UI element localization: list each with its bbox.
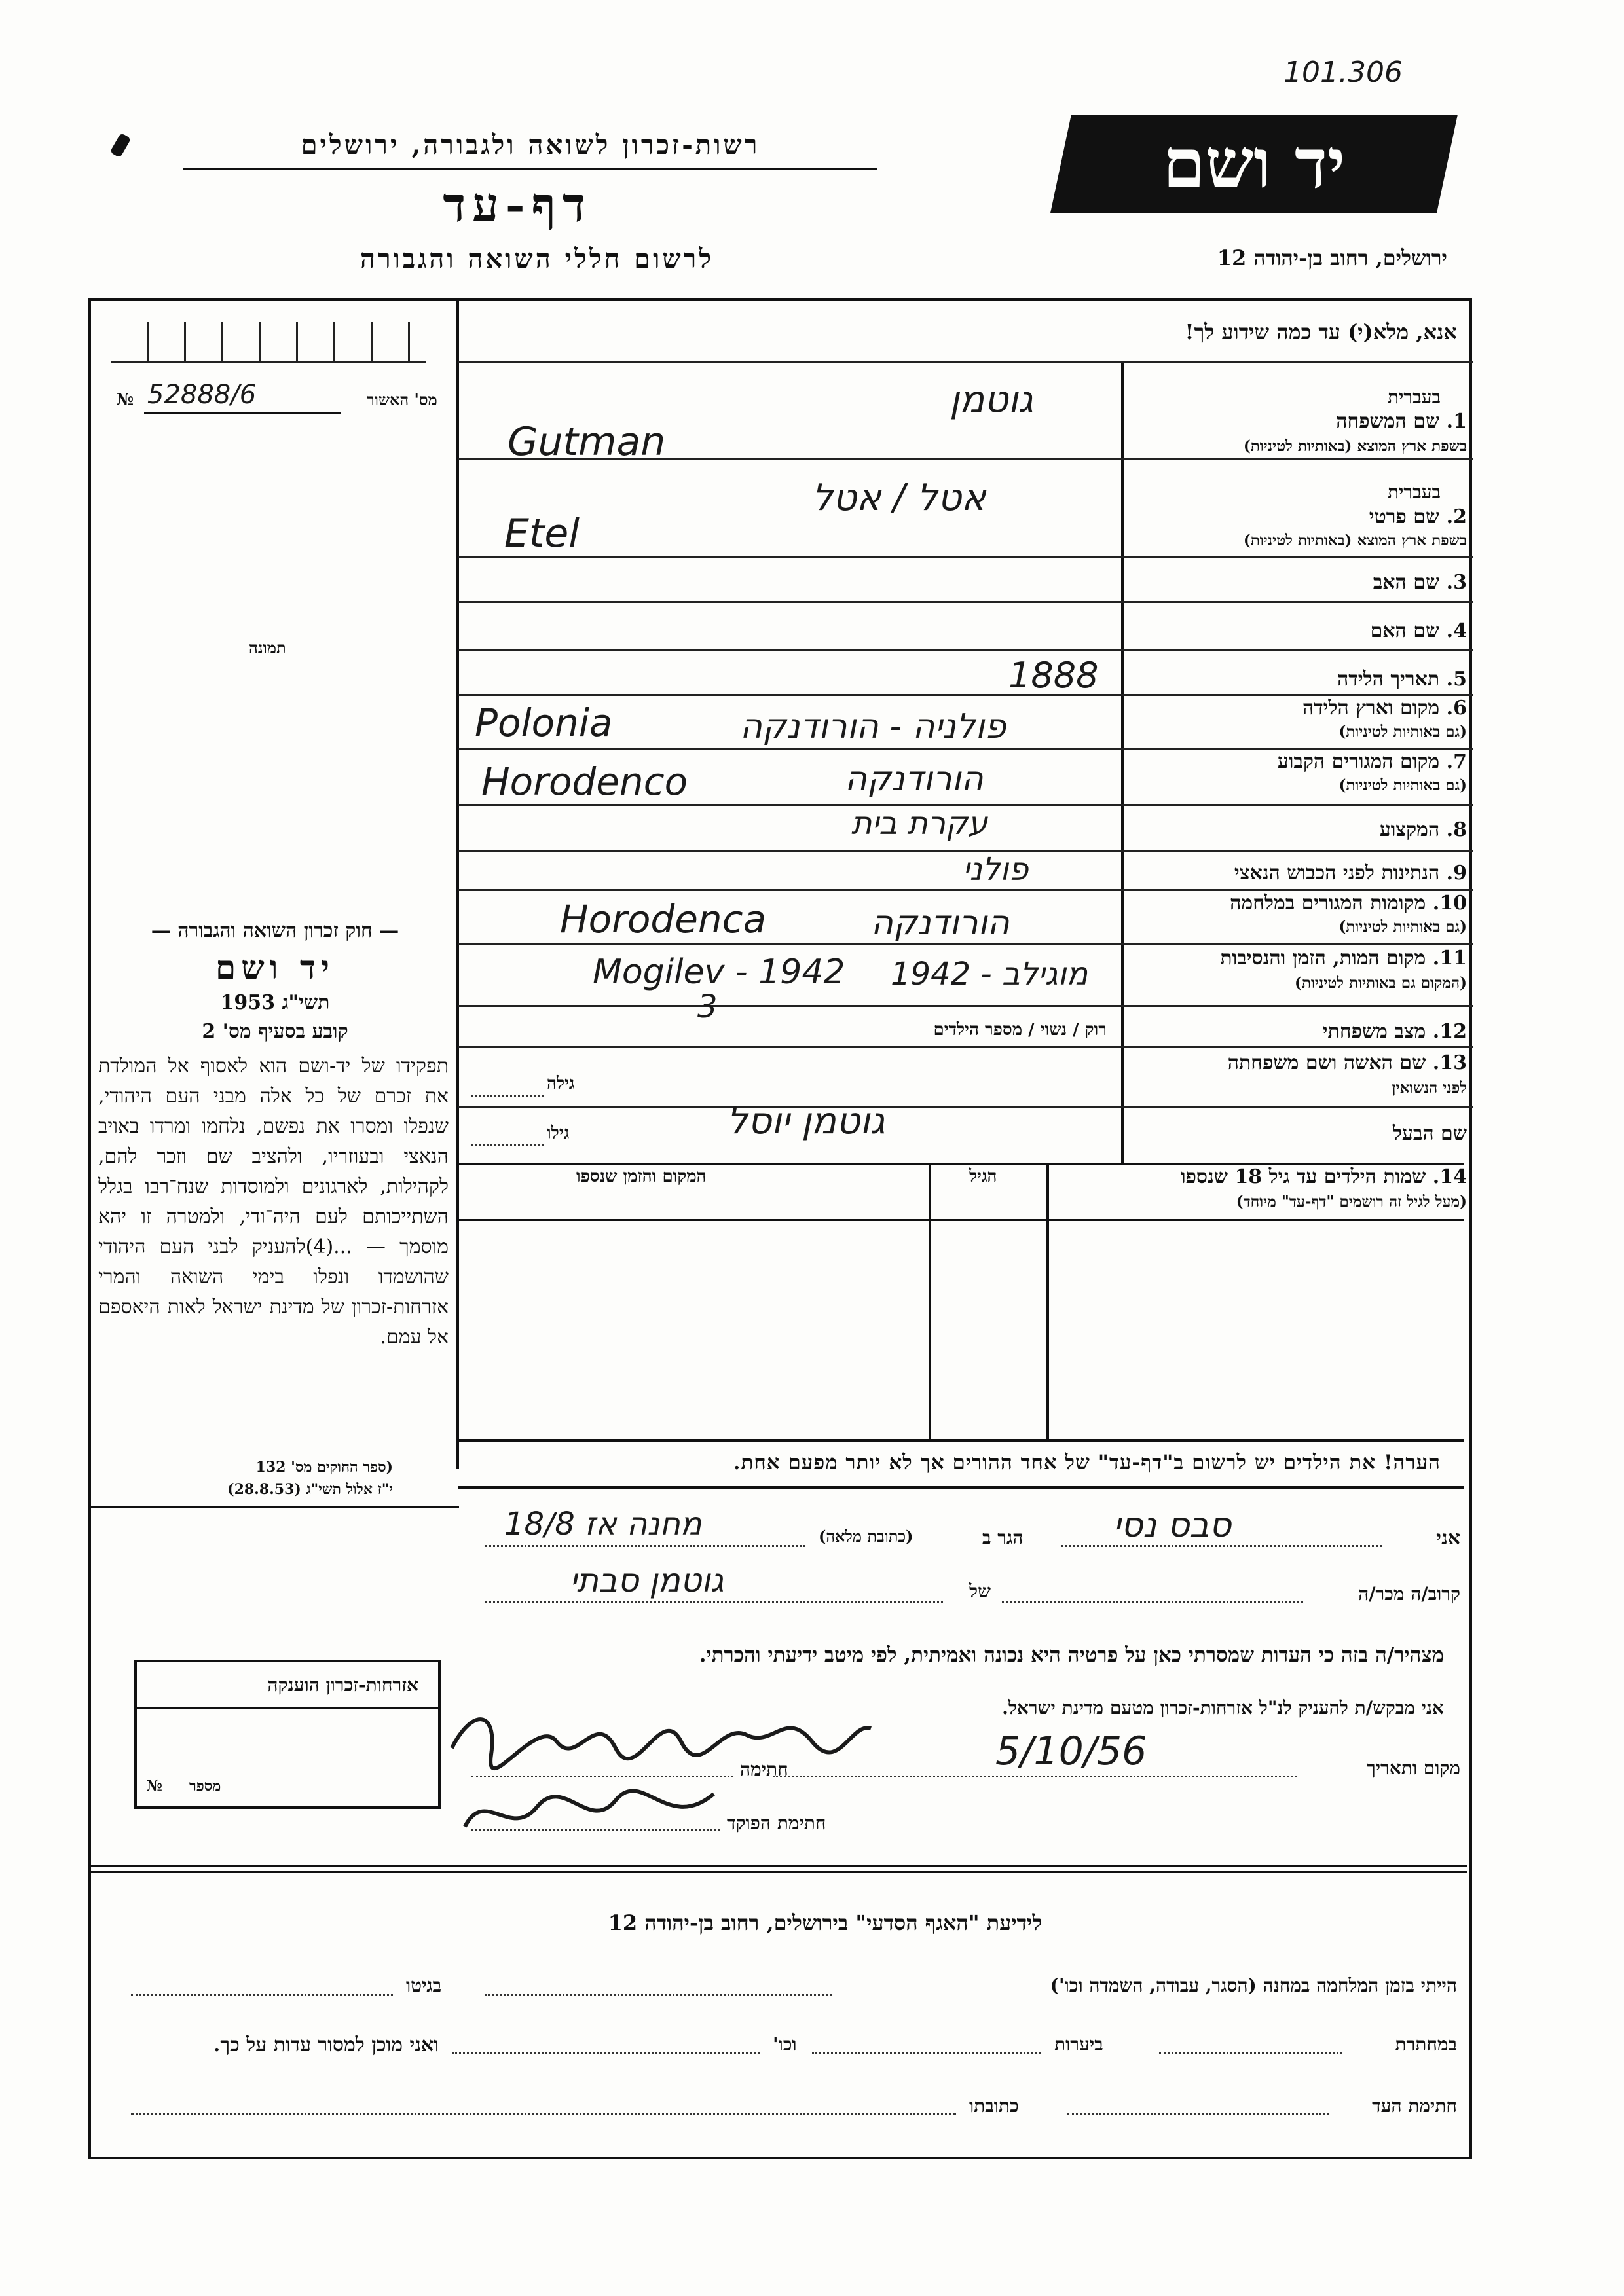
field-11-note: (המקום גם באותיות לטיניות) bbox=[1295, 974, 1467, 992]
declarant-value[interactable]: סבס נסי bbox=[1113, 1506, 1232, 1545]
field-10-latin-value[interactable]: Horodenca bbox=[560, 897, 767, 941]
footer-forests: ביערות bbox=[1054, 2033, 1103, 2055]
field-2-origin-note: בשפת ארץ המוצא (באותיות לטיניות) bbox=[1243, 532, 1467, 549]
field-11-number: 11. bbox=[1432, 947, 1467, 970]
law-year-hebrew: תשי"ג bbox=[282, 991, 330, 1014]
form-instruction: אנא, מלא(י) עד כמה שידוע לך! bbox=[1185, 319, 1457, 344]
sidebar-bottom-rule bbox=[91, 1506, 459, 1508]
field-14-label-text: שמות הילדים עד גיל 18 שנספו bbox=[1180, 1165, 1426, 1188]
field-2-label bbox=[1369, 505, 1467, 528]
footer-forests-dots bbox=[812, 2052, 1041, 2054]
row-rule-13 bbox=[458, 1106, 1473, 1108]
children-bottom-rule bbox=[458, 1439, 1464, 1442]
field-9-label-text: הנתינות לפני הכבוש הנאצי bbox=[1234, 862, 1440, 884]
field-14-number: 14. bbox=[1432, 1165, 1467, 1188]
field-9-number: 9. bbox=[1446, 862, 1467, 884]
relative-dots-1 bbox=[1002, 1601, 1303, 1603]
footer-underground-dots bbox=[1159, 2052, 1342, 2054]
declarant-label: אני bbox=[1436, 1527, 1460, 1550]
approval-prefix: № bbox=[117, 390, 134, 409]
row-rule-6 bbox=[458, 748, 1473, 750]
footer-witness-dots bbox=[1067, 2113, 1329, 2115]
row-rule-11 bbox=[458, 1005, 1473, 1007]
authority-underline bbox=[183, 168, 877, 170]
field-12-options[interactable]: רוק / נשוי / מספר הילדים bbox=[933, 1020, 1107, 1040]
footer-rule-2 bbox=[91, 1871, 1467, 1873]
memorial-box-number-label: מספר bbox=[189, 1777, 221, 1795]
approval-underline bbox=[144, 412, 341, 414]
row-rule-5 bbox=[458, 694, 1473, 696]
husband-label: שם הבעל bbox=[1392, 1122, 1467, 1145]
signature-label: חתימה bbox=[740, 1758, 788, 1780]
field-9-value[interactable]: פולני bbox=[963, 851, 1029, 888]
row-rule-12 bbox=[458, 1046, 1473, 1048]
law-year bbox=[98, 991, 452, 1014]
field-3-label bbox=[1373, 571, 1467, 594]
row-rule-3 bbox=[458, 601, 1473, 603]
field-8-number: 8. bbox=[1446, 818, 1467, 841]
field-7-label-text: מקום המגורים הקבוע bbox=[1277, 750, 1440, 773]
relative-dots-2 bbox=[485, 1601, 943, 1603]
field-12-label-text: מצב משפחתי bbox=[1322, 1020, 1426, 1043]
law-source-2: י"ז אלול תשי"ג (28.8.53) bbox=[227, 1481, 393, 1498]
approval-number: 52888/6 bbox=[147, 380, 257, 410]
field-11-label-text: מקום המות, הזמן והנסיבות bbox=[1220, 947, 1426, 970]
memorial-box-title: אזרחות-זכרון הוענקה bbox=[267, 1674, 418, 1696]
field-1-label-text: שם המשפחה bbox=[1336, 410, 1440, 433]
row-rule-4 bbox=[458, 649, 1473, 651]
field-5-value[interactable]: 1888 bbox=[1008, 655, 1099, 696]
footer-underground: במחתרת bbox=[1395, 2033, 1457, 2055]
row-rule-2 bbox=[458, 556, 1473, 558]
field-13-label-text: שם האשה ושם משפחתה bbox=[1227, 1051, 1426, 1074]
footer-camp-dots bbox=[485, 1994, 832, 1996]
field-1-origin-note: בשפת ארץ המוצא (באותיות לטיניות) bbox=[1243, 437, 1467, 455]
field-12-value[interactable]: 3 bbox=[697, 989, 718, 1025]
field-9-label bbox=[1234, 862, 1467, 884]
field-3-label-text: שם האב bbox=[1373, 571, 1440, 594]
field-1-in-hebrew: בעברית bbox=[1387, 386, 1441, 408]
signature-scribble bbox=[445, 1696, 877, 1774]
footer-etc: וכו' bbox=[773, 2033, 797, 2055]
field-13-age-label: גילה bbox=[547, 1074, 575, 1093]
field-11-label bbox=[1220, 947, 1467, 970]
field-1-latin-value[interactable]: Gutman bbox=[507, 419, 666, 465]
date-value[interactable]: 5/10/56 bbox=[995, 1728, 1147, 1774]
field-5-label-text: תאריך הלידה bbox=[1337, 668, 1440, 691]
form-subtitle: לרשום חללי השואה והגבורה bbox=[360, 244, 714, 274]
logo-text: יד ושם bbox=[1162, 123, 1346, 204]
field-2-in-hebrew: בעברית bbox=[1387, 481, 1441, 503]
resides-note: (כתובת מלאה) bbox=[819, 1527, 913, 1546]
children-col-1 bbox=[929, 1164, 931, 1439]
memorial-box bbox=[134, 1660, 441, 1809]
field-6-number: 6. bbox=[1446, 697, 1467, 720]
resides-label: הגר ב bbox=[982, 1527, 1024, 1548]
children-header-rule bbox=[458, 1219, 1464, 1221]
field-5-number: 5. bbox=[1446, 668, 1467, 691]
field-4-label bbox=[1371, 619, 1467, 642]
children-note: הערה! את הילדים יש לרשום ב"דף-עד" של אחד ההורים אך לא יותר מפעם אחת. bbox=[733, 1451, 1441, 1474]
instruction-rule bbox=[458, 361, 1473, 363]
field-8-value[interactable]: עקרת בית bbox=[851, 805, 988, 842]
children-col-2 bbox=[1046, 1164, 1049, 1439]
footer-willing: ואני מוכן למסור עדות על כך. bbox=[213, 2033, 439, 2056]
signature-dots bbox=[471, 1776, 733, 1777]
field-6-value[interactable]: פולניה - הורודנקה bbox=[740, 707, 1006, 746]
labels-divider bbox=[1121, 363, 1124, 1165]
row-rule-husband bbox=[458, 1163, 1464, 1165]
field-8-label bbox=[1380, 818, 1467, 841]
husband-value[interactable]: גוטמן יוסל bbox=[727, 1100, 885, 1142]
memorial-box-rule bbox=[137, 1707, 438, 1709]
field-6-latin-value[interactable]: Polonia bbox=[475, 701, 613, 745]
field-12-number: 12. bbox=[1432, 1020, 1467, 1043]
address-dots bbox=[485, 1545, 805, 1547]
footer-etc-dots bbox=[452, 2052, 760, 2054]
archive-number: 101.306 bbox=[1283, 56, 1403, 89]
field-14-note: (מעל לגיל זה רושמים "דף-עד" מיוחד) bbox=[1236, 1193, 1467, 1211]
field-1-hebrew-value[interactable]: גוטמן bbox=[950, 378, 1033, 421]
footer-camp-line: הייתי בזמן המלחמה במחנה (הסגר, עבודה, השמדה וכו') bbox=[1050, 1975, 1457, 1996]
field-7-latin-value[interactable]: Horodenco bbox=[481, 759, 688, 804]
field-2-hebrew-value[interactable]: אטל / אטל bbox=[812, 477, 986, 519]
of-label: של bbox=[969, 1580, 991, 1602]
field-6-label bbox=[1302, 697, 1467, 720]
authority-name: רשות-זכרון לשואה ולגבורה, ירושלים bbox=[301, 130, 760, 160]
field-13-note: לפני הנשואין bbox=[1392, 1079, 1467, 1097]
signature-mark bbox=[445, 1696, 877, 1774]
footer-witness-signature: חתימת העד bbox=[1372, 2095, 1457, 2117]
field-8-label-text: המקצוע bbox=[1379, 818, 1440, 841]
field-10-label-text: מקומות המגורים במלחמה bbox=[1230, 892, 1426, 915]
sidebar-divider bbox=[456, 301, 459, 1469]
header-address: ירושלים, רחוב בן-יהודה 12 bbox=[1217, 246, 1447, 270]
children-place-header: המקום והזמן שנספו bbox=[576, 1167, 707, 1186]
law-name: יד ושם bbox=[215, 948, 335, 987]
row-rule-1 bbox=[458, 458, 1473, 460]
officer-signature-scribble bbox=[458, 1781, 720, 1846]
place-date-label: מקום ותאריך bbox=[1366, 1757, 1460, 1779]
ink-mark bbox=[110, 133, 132, 158]
field-4-number: 4. bbox=[1446, 619, 1467, 642]
row-rule-9 bbox=[458, 889, 1473, 891]
field-7-label bbox=[1278, 750, 1467, 773]
law-title: — חוק זכרון השואה והגבורה — bbox=[151, 919, 399, 942]
field-7-number: 7. bbox=[1446, 750, 1467, 773]
yad-vashem-logo bbox=[1050, 115, 1458, 213]
field-10-value[interactable]: הורודנקה bbox=[871, 903, 1010, 943]
field-1-number: 1. bbox=[1446, 410, 1467, 433]
field-12-label bbox=[1323, 1020, 1467, 1043]
place-date-dots bbox=[773, 1776, 1297, 1777]
law-text: תפקידו של יד-ושם הוא לאסוף אל המולדת את זכרם של כל אלה מבני העם היהודי, שנפלו ומסרו את נפשם, נלחמו ומרדו באויב הנאצי ובעוזריו, ולהציב שם וזכר להם, לקהילות, לארגונים ולמוסדות שנח־רבו בגלל השתייכותם לעם היה־ודי, ולמטרה זו יהא מוסמך — ...(4)להעניק לבני העם היהודי שהושמדו ונפלו בימי השואה והמרי אזרחות-זכרון של מדינת ישראל לאות היאספם אל עמם. bbox=[98, 1055, 449, 1349]
law-source-1: (ספר החוקים מס' 132 bbox=[255, 1459, 393, 1476]
footer-ghetto-dots bbox=[131, 1994, 393, 1996]
approval-label: מס' האשור bbox=[367, 390, 437, 409]
form-title: דף-עד bbox=[443, 177, 592, 232]
field-1-label bbox=[1336, 410, 1467, 433]
declaration-statement: מצהיר/ה בזה כי העדות שמסרתי כאן על פרטיה היא נכונה ואמיתית, לפי מיטב ידיעתי והכרתי. bbox=[699, 1643, 1444, 1667]
address-value[interactable]: מחנה אז 18/8 bbox=[504, 1506, 702, 1542]
footer-address-dots bbox=[131, 2113, 956, 2115]
field-3-number: 3. bbox=[1446, 571, 1467, 594]
memorial-box-prefix: № bbox=[147, 1777, 162, 1795]
field-4-label-text: שם האם bbox=[1370, 619, 1440, 642]
field-10-note: (גם באותיות לטיניות) bbox=[1338, 918, 1467, 936]
husband-age-dots bbox=[471, 1144, 544, 1146]
field-2-label-text: שם פרטי bbox=[1369, 505, 1440, 528]
field-2-number: 2. bbox=[1446, 505, 1467, 528]
approval-ticks bbox=[111, 322, 426, 363]
declaration-request: אני מבקש/ת להעניק לנ"ל אזרחות-זכרון מטעם מדינת ישראל. bbox=[1002, 1697, 1444, 1719]
footer-rule bbox=[91, 1865, 1467, 1867]
field-13-age-dots bbox=[471, 1095, 544, 1097]
children-age-header: הגיל bbox=[969, 1167, 997, 1186]
field-11-latin-value[interactable]: Mogilev - 1942 bbox=[593, 953, 845, 992]
declarant-dots bbox=[1061, 1545, 1382, 1547]
row-rule-10 bbox=[458, 943, 1473, 945]
field-7-note: (גם באותיות לטיניות) bbox=[1338, 776, 1467, 794]
husband-age-label: גילו bbox=[547, 1123, 570, 1143]
footer-address: כתובתו bbox=[969, 2095, 1019, 2117]
field-10-label bbox=[1230, 892, 1467, 915]
field-2-latin-value[interactable]: Etel bbox=[504, 511, 580, 556]
officer-signature-mark bbox=[458, 1781, 720, 1846]
relative-label: קרוב/ה מכר/ה bbox=[1358, 1583, 1460, 1605]
law-clause: קובע בסעיף מס' 2 bbox=[202, 1020, 348, 1043]
field-6-note: (גם באותיות לטיניות) bbox=[1338, 723, 1467, 740]
field-7-value[interactable]: הורודנקה bbox=[845, 759, 984, 799]
photo-label: תמונה bbox=[249, 638, 286, 657]
field-13-number: 13. bbox=[1432, 1051, 1467, 1074]
footer-heading: לידיעת "האגף הסדעי" בירושלים, רחוב בן-יהודה 12 bbox=[608, 1910, 1043, 1935]
field-11-value[interactable]: מוגילב - 1942 bbox=[891, 956, 1088, 993]
relation-value[interactable]: גוטמן סבתי bbox=[570, 1561, 724, 1599]
officer-signature-label: חתימת הפוקד bbox=[727, 1812, 826, 1834]
field-10-number: 10. bbox=[1432, 892, 1467, 915]
footer-ghetto: בגיטו bbox=[406, 1975, 442, 1996]
field-14-label bbox=[1181, 1165, 1467, 1188]
field-6-label-text: מקום וארץ הלידה bbox=[1302, 697, 1440, 720]
field-5-label bbox=[1337, 668, 1467, 691]
field-13-label bbox=[1228, 1051, 1467, 1074]
law-year-number: 1953 bbox=[220, 991, 276, 1014]
note-rule bbox=[458, 1486, 1464, 1489]
